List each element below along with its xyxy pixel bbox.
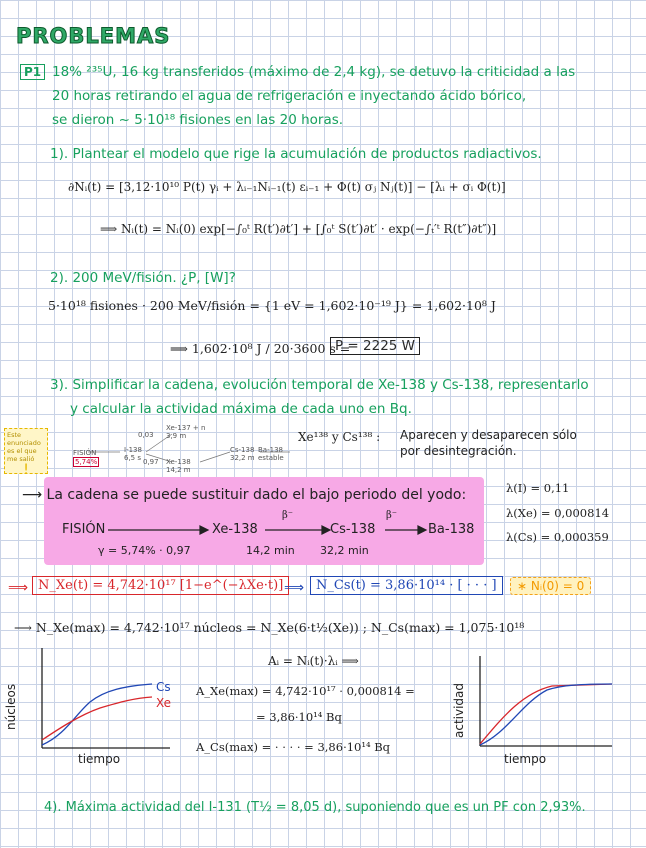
acs-max: A_Cs(max) = · · · · = 3,86·10¹⁴ Bq (196, 740, 391, 754)
chart-activity (462, 648, 632, 768)
mini-branch-2: 0,97 (143, 458, 159, 466)
chain-fision: FISIÓN (62, 522, 106, 537)
chain-cs: Cs-138 (330, 522, 376, 537)
mini-cs138: Cs-138 (230, 446, 255, 454)
equation-energy: 5·10¹⁸ fisiones · 200 MeV/fisión = {1 eV = 1,602·10⁻¹⁹ J} = 1,602·10⁸ J (48, 298, 496, 313)
mini-ba138-state: estable (258, 454, 284, 462)
chain-gamma: γ = 5,74% · 0,97 (98, 544, 191, 557)
axe-max-1: A_Xe(max) = 4,742·10¹⁷ · 0,000814 = (196, 684, 415, 698)
lambda-xe: λ(Xe) = 0,000814 (506, 506, 610, 520)
mini-branch-1: 0,03 (138, 431, 154, 439)
chain-t-cs: 32,2 min (320, 544, 369, 557)
equation-power: ⟹ 1,602·10⁸ J / 20·3600 s = (170, 341, 351, 356)
chain-ba: Ba-138 (428, 522, 475, 537)
power-result: P = 2225 W (330, 337, 420, 355)
page-title: PROBLEMAS (16, 24, 171, 48)
problem-label: P1 (20, 64, 45, 80)
arrowhead-2 (322, 526, 330, 534)
initial-condition-note: ∗ Nᵢ(0) = 0 (510, 577, 591, 595)
axe-max-2: = 3,86·10¹⁴ Bq (256, 710, 342, 724)
lambda-cs: λ(Cs) = 0,000359 (506, 530, 609, 544)
series-red-line (480, 684, 612, 744)
chain-intro: ⟶ La cadena se puede sustituir dado el bajo periodo del yodo: (22, 487, 467, 503)
series-blue-line (480, 684, 612, 745)
statement-line-1: 18% ²³⁵U, 16 kg transferidos (máximo de 2,4 kg), se detuvo la criticidad a las (52, 64, 576, 80)
activity-equation: Aᵢ = Nᵢ(t)·λᵢ ⟹ (268, 654, 359, 668)
series-cs-line (42, 684, 152, 745)
mini-cs138-halflife: 32,2 m (230, 454, 255, 462)
arrow-icon-2: ⟹ (284, 580, 305, 596)
question-1: 1). Plantear el modelo que rige la acumulación de productos radiactivos. (50, 146, 542, 162)
equation-model: ∂Nᵢ(t) = [3,12·10¹⁰ P(t) γᵢ + λᵢ₋₁Nᵢ₋₁(t) εᵢ₋₁ + Φ(t) σⱼ Nⱼ(t)] − [λᵢ + σᵢ Φ(t)] (68, 180, 506, 194)
chain-xe: Xe-138 (212, 522, 258, 537)
chain-arrow-4 (200, 452, 230, 462)
chain-beta-1: β⁻ (282, 510, 294, 521)
question-3-line-1: 3). Simplificar la cadena, evolución temporal de Xe-138 y Cs-138, representarlo (50, 377, 589, 393)
chart-nuclei (20, 640, 200, 770)
nxe-formula: N_Xe(t) = 4,742·10¹⁷ [1−e^(−λXe·t)] (32, 576, 289, 595)
question-4: 4). Máxima actividad del I-131 (T½ = 8,05 d), suponiendo que es un PF con 2,93%. (44, 800, 586, 815)
mini-i138: I-138 (124, 446, 142, 454)
statement-line-3: se dieron ~ 5·10¹⁸ fisiones en las 20 horas. (52, 112, 344, 128)
statement-line-2: 20 horas retirando el agua de refrigeración e inyectando ácido bórico, (52, 88, 527, 104)
sticky-note-text: Este enunciado es el que me salió (7, 431, 41, 463)
mini-i138-halflife: 6,5 s (124, 454, 142, 462)
chart-2-ylabel: actividad (452, 682, 466, 738)
series-xe-line (42, 697, 152, 740)
mini-xe138: Xe-138 (166, 458, 191, 466)
chart-2-xlabel: tiempo (504, 752, 547, 766)
arrowhead-3 (418, 526, 426, 534)
mini-xe137-halflife: 3,9 m (166, 432, 187, 440)
arrowhead-1 (200, 526, 208, 534)
question-2: 2). 200 MeV/fisión. ¿P, [W]? (50, 270, 236, 286)
mini-fision: FISIÓN (73, 449, 97, 457)
nmax-line: ⟶ N_Xe(max) = 4,742·10¹⁷ núcleos = N_Xe(6·t½(Xe)) ; N_Cs(max) = 1,075·10¹⁸ (14, 620, 525, 635)
chart-1-xlabel: tiempo (78, 752, 121, 766)
legend-cs: Cs (156, 680, 171, 694)
mini-xe137: Xe-137 + n (166, 424, 206, 432)
ncs-formula: N_Cs(t) = 3,86·10¹⁴ · [ · · · ] (310, 576, 503, 595)
xecs-label: Xe¹³⁸ y Cs¹³⁸ : (298, 430, 381, 444)
chart-1-ylabel: núcleos (4, 683, 18, 730)
equation-solution: ⟹ Nᵢ(t) = Nᵢ(0) exp[−∫₀ᵗ R(t′)∂t′] + [∫₀ᵗ S(t′)∂t′ · exp(−∫ₜ′ᵗ R(t″)∂t″)] (100, 222, 497, 236)
lambda-i: λ(I) = 0,11 (506, 481, 570, 495)
chain-t-xe: 14,2 min (246, 544, 295, 557)
arrow-icon: ⟹ (8, 580, 29, 596)
mini-ba138: Ba-138 (258, 446, 283, 454)
xecs-text-1: Aparecen y desaparecen sólo (400, 428, 577, 442)
sticky-note (4, 428, 48, 478)
chain-beta-2: β⁻ (386, 510, 398, 521)
xecs-text-2: por desintegración. (400, 444, 517, 458)
mini-xe138-halflife: 14,2 m (166, 466, 191, 474)
exclamation-icon: ! (23, 462, 29, 478)
legend-xe: Xe (156, 696, 172, 710)
mini-fision-yield: 5,74% (75, 458, 98, 466)
question-3-line-2: y calcular la actividad máxima de cada uno en Bq. (70, 401, 412, 417)
